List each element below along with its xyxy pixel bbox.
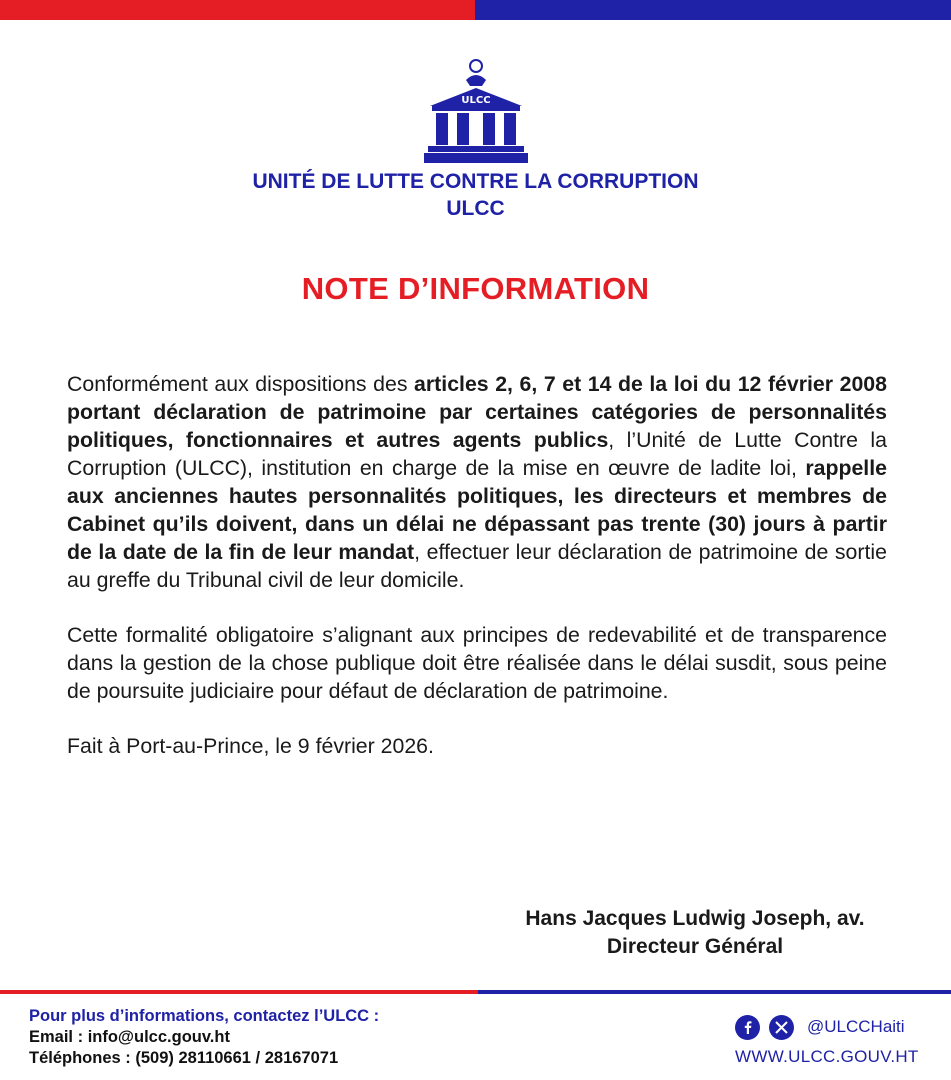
ulcc-logo xyxy=(420,56,532,166)
email-value[interactable]: info@ulcc.gouv.ht xyxy=(87,1028,230,1046)
email-label: Email : xyxy=(29,1028,88,1046)
phone-value: (509) 28110661 / 28167071 xyxy=(135,1049,339,1067)
paragraph-3-date: Fait à Port-au-Prince, le 9 février 2026. xyxy=(67,734,434,758)
organization-name: UNITÉ DE LUTTE CONTRE LA CORRUPTION xyxy=(252,170,699,193)
top-color-bar xyxy=(0,0,951,20)
signature-block xyxy=(470,905,920,961)
paragraph-1-bold-run: articles 2, 6, 7 et 14 de la loi du 12 février 2008 portant déclaration de patrimoine par certaines catégories de personnalités politiques, fonctionnaires et autres agents publics xyxy=(67,372,887,452)
phone-label: Téléphones : xyxy=(29,1049,136,1067)
top-bar-blue xyxy=(475,0,951,20)
paragraph-1-run: Conformément aux dispositions des xyxy=(67,372,415,396)
contact-email-line xyxy=(29,1027,379,1048)
website-link[interactable]: WWW.ULCC.GOUV.HT xyxy=(735,1047,919,1066)
bottom-color-bar xyxy=(0,990,951,994)
paragraph-1-bold-run: rappelle aux anciennes hautes personnalités politiques, les directeurs et membres de Cabinet qu’ils doivent, dans un délai ne dépassant pas trente (30) jours à partir de la date de la fin de leur mandat xyxy=(67,456,887,564)
paragraph-2: Cette formalité obligatoire s’alignant aux principes de redevabilité et de transparence dans la gestion de la chose publique doit être réalisée dans le délai susdit, sous peine de poursuite judiciaire pour défaut de déclaration de patrimoine. xyxy=(67,623,887,703)
signatory-role: Directeur Général xyxy=(606,935,784,958)
organization-name-block xyxy=(0,168,951,222)
signatory-name: Hans Jacques Ludwig Joseph, av. xyxy=(525,907,865,930)
facebook-icon[interactable] xyxy=(735,1015,760,1040)
contact-phone-line xyxy=(29,1048,379,1069)
x-twitter-icon[interactable] xyxy=(769,1015,794,1040)
organization-acronym: ULCC xyxy=(446,197,505,220)
logo-text: ULCC xyxy=(461,95,491,106)
bottom-bar-blue xyxy=(478,990,951,994)
contact-title: Pour plus d’informations, contactez l’ULCC : xyxy=(29,1007,380,1025)
social-handle[interactable]: @ULCCHaiti xyxy=(807,1017,905,1036)
contact-block xyxy=(29,1006,379,1069)
document-body xyxy=(67,370,887,760)
paragraph-1-run: , effectuer leur déclaration de patrimoine de sortie au greffe du Tribunal civil de leur domicile. xyxy=(67,540,887,592)
paragraph-1-run: , l’Unité de Lutte Contre la Corruption (ULCC), institution en charge de la mise en œuvre de ladite loi, xyxy=(67,428,887,480)
bottom-bar-red xyxy=(0,990,478,994)
note-title: NOTE D’INFORMATION xyxy=(301,271,650,306)
social-links xyxy=(735,1014,905,1040)
top-bar-red xyxy=(0,0,475,20)
paragraph-1 xyxy=(67,370,887,594)
